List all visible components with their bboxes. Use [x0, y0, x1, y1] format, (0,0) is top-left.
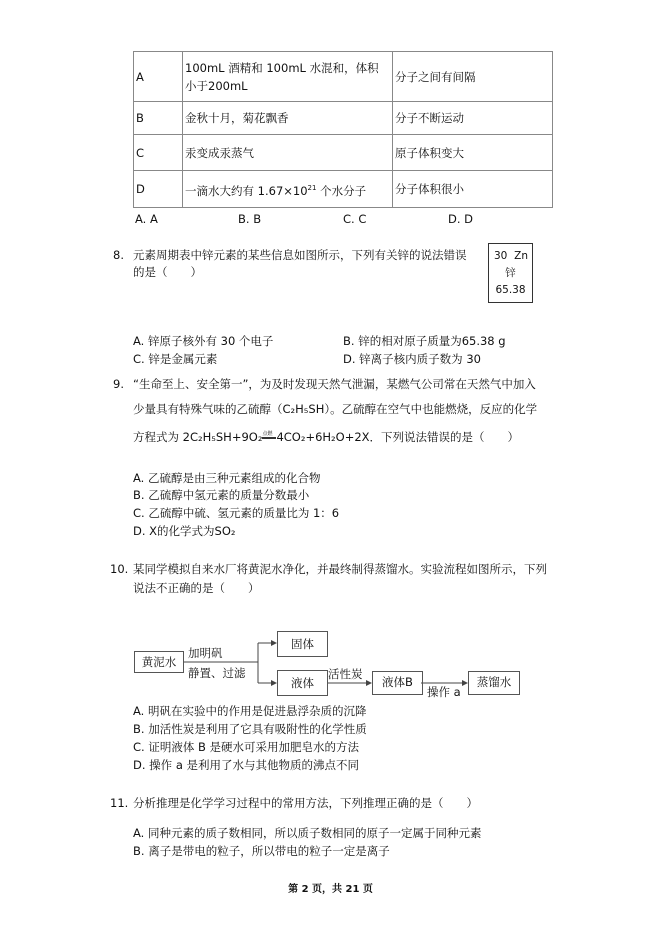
question-text: 元素周期表中锌元素的某些信息如图所示，下列有关锌的说法错误: [133, 248, 467, 262]
question-text: “生命至上、安全第一”，为及时发现天然气泄漏，某燃气公司常在天然气中加入: [133, 377, 536, 391]
label-activated-carbon: 活性炭: [328, 667, 363, 681]
cell-label: D: [134, 171, 183, 208]
option-a[interactable]: A. 乙硫醇是由三种元素组成的化合物: [133, 471, 321, 485]
cell-label: C: [134, 135, 183, 171]
option-a[interactable]: A. 明矾在实验中的作用是促进悬浮杂质的沉降: [133, 704, 367, 718]
option-c[interactable]: C. 锌是金属元素: [133, 352, 218, 366]
box-solid: 固体: [277, 631, 328, 657]
atomic-number: 30: [494, 250, 508, 262]
label-operation-a: 操作 a: [427, 685, 461, 699]
option-b[interactable]: B. 加活性炭是利用了它具有吸附性的化学性质: [133, 722, 367, 736]
exponent: 21: [307, 183, 317, 192]
label-add-alum: 加明矾: [188, 646, 223, 660]
question-text: 某同学模拟自来水厂将黄泥水净化，并最终制得蒸馏水。实验流程如图所示，下列: [133, 562, 547, 576]
cell-phenomenon: 金秋十月，菊花飘香: [183, 102, 393, 135]
option-b[interactable]: B. 离子是带电的粒子，所以带电的粒子一定是离子: [133, 844, 390, 858]
cell-phenomenon: 100mL 酒精和 100mL 水混和，体积小于200mL: [183, 52, 393, 102]
question-text: 的是（ ）: [133, 265, 202, 279]
element-symbol: Zn: [514, 250, 528, 262]
element-name: 锌: [505, 267, 516, 279]
option-b[interactable]: B. B: [238, 212, 262, 226]
option-d[interactable]: D. D: [448, 212, 474, 226]
label-settle-filter: 静置、过滤: [188, 666, 246, 680]
reaction-condition: 点燃: [262, 430, 273, 437]
option-d[interactable]: D. 操作 a 是利用了水与其他物质的沸点不同: [133, 758, 360, 772]
cell-label: A: [134, 52, 183, 102]
question-number: 11.: [110, 796, 129, 810]
question-number: 9.: [113, 377, 124, 391]
cell-phenomenon: 汞变成汞蒸气: [183, 135, 393, 171]
equation-right: 4CO₂+6H₂O+2X．下列说法错误的是（ ）: [276, 430, 520, 444]
page-footer: 第 2 页，共 21 页: [288, 884, 373, 895]
option-c[interactable]: C. 乙硫醇中硫、氢元素的质量比为 1：6: [133, 506, 340, 520]
text: 个水分子: [316, 183, 367, 198]
option-c[interactable]: C. C: [343, 212, 367, 226]
option-c[interactable]: C. 证明液体 B 是硬水可采用加肥皂水的方法: [133, 740, 360, 754]
option-a[interactable]: A. A: [135, 212, 158, 226]
equation-left: 方程式为 2C₂H₅SH+9O₂: [133, 430, 263, 444]
option-b[interactable]: B. 锌的相对原子质量为65.38 g: [343, 334, 506, 348]
box-liquid-b: 液体B: [372, 671, 423, 695]
question-text: 分析推理是化学学习过程中的常用方法，下列推理正确的是（ ）: [133, 796, 478, 810]
cell-label: B: [134, 102, 183, 135]
question-text: 少量具有特殊气味的乙硫醇（C₂H₅SH）。乙硫醇在空气中也能燃烧，反应的化学: [133, 402, 538, 416]
question-number: 10.: [110, 562, 129, 576]
cell-explanation: 分子不断运动: [393, 102, 553, 135]
option-a[interactable]: A. 锌原子核外有 30 个电子: [133, 334, 274, 348]
box-muddy-water: 黄泥水: [134, 651, 184, 673]
question-text: 说法不正确的是（ ）: [133, 581, 260, 595]
box-liquid: 液体: [277, 670, 328, 696]
text: 一滴水大约有 1.67×10: [185, 183, 308, 198]
option-d[interactable]: D. 锌离子核内质子数为 30: [343, 352, 481, 366]
cell-explanation: 分子体积很小: [393, 171, 553, 208]
atomic-mass: 65.38: [495, 284, 526, 296]
cell-explanation: 原子体积变大: [393, 135, 553, 171]
option-b[interactable]: B. 乙硫醇中氢元素的质量分数最小: [133, 488, 310, 502]
question-number: 8.: [113, 248, 124, 262]
box-distilled-water: 蒸馏水: [468, 671, 520, 695]
cell-explanation: 分子之间有间隔: [393, 52, 553, 102]
option-a[interactable]: A. 同种元素的质子数相同，所以质子数相同的原子一定属于同种元素: [133, 826, 482, 840]
option-d[interactable]: D. X的化学式为SO₂: [133, 524, 236, 538]
